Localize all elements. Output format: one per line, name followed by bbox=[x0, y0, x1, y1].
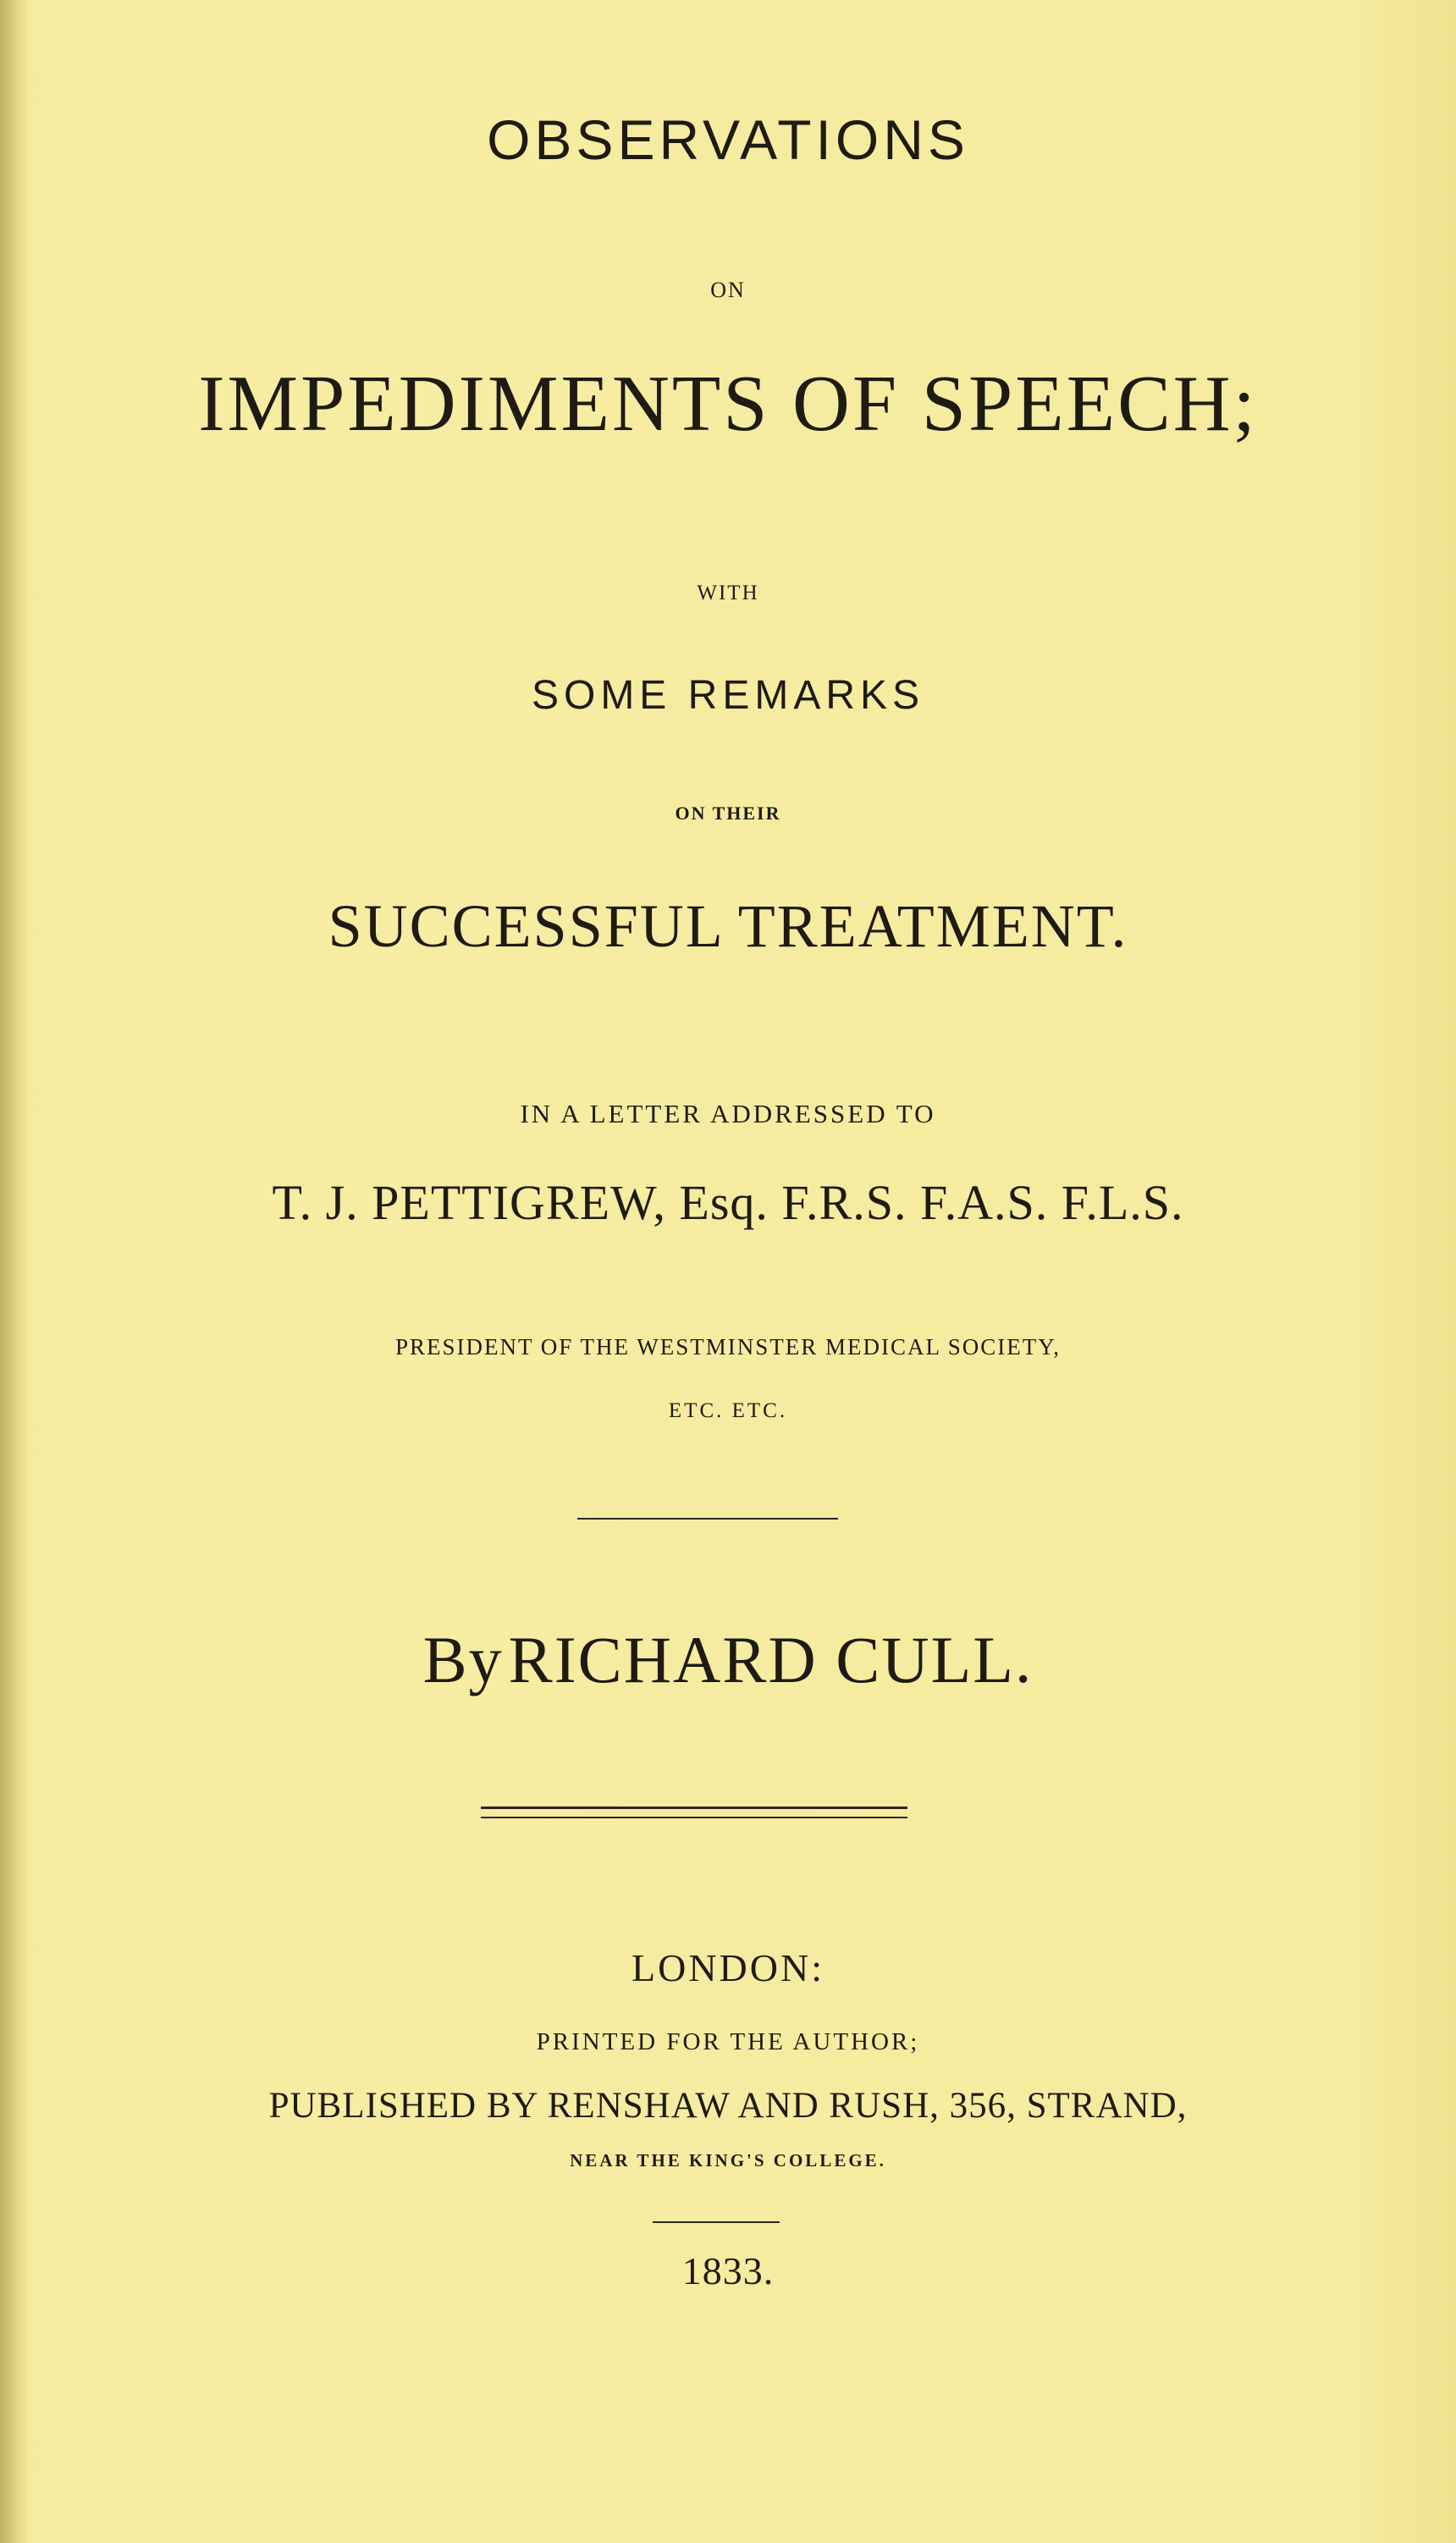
title-observations: OBSERVATIONS bbox=[487, 108, 969, 171]
imprint-printed-for: PRINTED FOR THE AUTHOR; bbox=[536, 2028, 920, 2055]
double-rule-bottom bbox=[481, 1817, 907, 1818]
title-on: ON bbox=[710, 278, 746, 302]
title-some-remarks: SOME REMARKS bbox=[531, 673, 925, 718]
publication-year: 1833. bbox=[681, 2249, 775, 2292]
title-impediments-of-speech: IMPEDIMENTS OF SPEECH; bbox=[198, 360, 1258, 448]
imprint-city: LONDON: bbox=[631, 1946, 825, 1989]
title-with: WITH bbox=[697, 582, 759, 604]
title-successful-treatment: SUCCESSFUL TREATMENT. bbox=[328, 892, 1128, 960]
addressee-title: PRESIDENT OF THE WESTMINSTER MEDICAL SOCIETY, bbox=[394, 1334, 1062, 1360]
byline-author: RICHARD CULL. bbox=[508, 1623, 1034, 1696]
divider-rule-1 bbox=[577, 1518, 838, 1520]
imprint-near: NEAR THE KING'S COLLEGE. bbox=[570, 2150, 886, 2171]
title-letter-addressed: IN A LETTER ADDRESSED TO bbox=[520, 1099, 936, 1128]
addressee-name: T. J. PETTIGREW, Esq. F.R.S. F.A.S. F.L.S. bbox=[272, 1175, 1184, 1230]
byline-by: By bbox=[422, 1623, 504, 1696]
addressee-etc: ETC. ETC. bbox=[668, 1399, 788, 1422]
byline bbox=[0, 1623, 1456, 1696]
double-rule-top bbox=[481, 1807, 907, 1809]
divider-rule-2 bbox=[653, 2221, 780, 2223]
imprint-publisher: PUBLISHED BY RENSHAW AND RUSH, 356, STRAND, bbox=[268, 2086, 1188, 2126]
title-on-their: ON THEIR bbox=[675, 803, 781, 824]
